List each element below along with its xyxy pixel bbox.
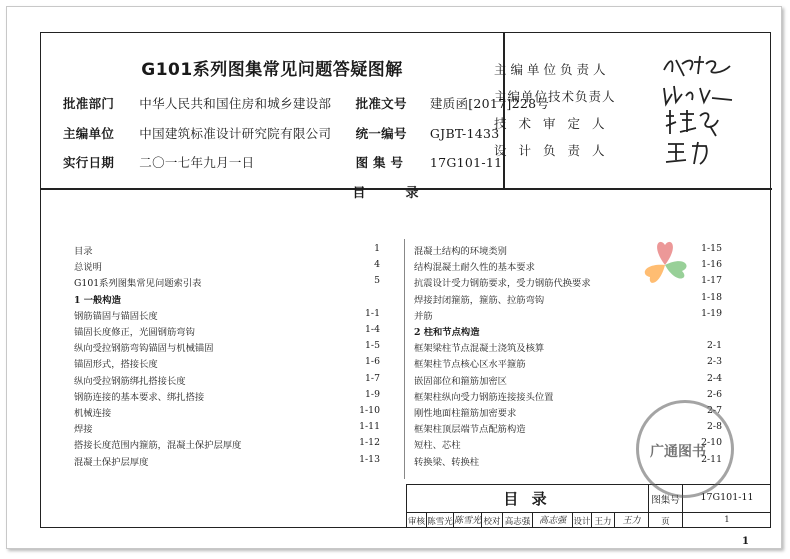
toc-entry[interactable] <box>414 356 722 370</box>
toc-entry-title: 刚性地面柱箍筋加密要求 <box>414 408 517 419</box>
toc-entry-title: 焊接 <box>74 424 93 436</box>
signatory-role: 设计负责人 <box>494 143 617 158</box>
toc-entry-page: 1-19 <box>701 307 722 319</box>
watermark-logo-icon <box>630 235 700 295</box>
toc-entry-title: 锚固形式，搭接长度 <box>74 359 158 371</box>
toc-entry-title: 纵向受拉钢筋弯钩锚固与机械锚固 <box>74 343 214 355</box>
info-label: 图 集 号 <box>355 155 404 170</box>
editor-row <box>63 124 500 142</box>
toc-entry-page: 2-6 <box>707 388 722 400</box>
signature-4 <box>664 138 724 168</box>
toc-section-heading[interactable] <box>414 324 722 338</box>
page-label: 页 <box>661 517 670 527</box>
title-block-name: 目 录 <box>503 490 551 508</box>
toc-entry[interactable] <box>414 340 722 354</box>
toc-entry-title: 纵向受拉钢筋绑扎搭接长度 <box>74 375 186 387</box>
toc-entry-page: 1-1 <box>365 307 380 319</box>
toc-entry[interactable] <box>74 275 380 289</box>
designer-name: 王力 <box>594 517 612 527</box>
info-value: 中华人民共和国住房和城乡建设部 <box>139 96 332 111</box>
signatory-role: 主编单位技术负责人 <box>494 89 616 104</box>
toc-heading: 目录 <box>352 186 459 201</box>
toc-entry[interactable] <box>74 437 380 451</box>
info-value: 17G101-11 <box>429 155 503 170</box>
check-label: 校对 <box>483 517 501 527</box>
toc-entry-title: 总说明 <box>74 262 102 274</box>
toc-entry-title: 框架柱节点核心区水平箍筋 <box>414 359 526 371</box>
toc-entry[interactable] <box>74 243 380 257</box>
toc-entry-page: 1-6 <box>365 356 380 368</box>
toc-entry-page: 4 <box>374 259 380 271</box>
toc-entry[interactable] <box>74 454 380 468</box>
review-label: 审核 <box>407 517 425 527</box>
info-label: 批准部门 <box>63 96 115 111</box>
toc-entry-page: 1-17 <box>701 275 722 287</box>
toc-entry-title: 搭接长度范围内箍筋，混凝土保护层厚度 <box>74 440 242 452</box>
toc-column-divider <box>404 239 405 479</box>
toc-entry[interactable] <box>74 356 380 370</box>
toc-entry-title: 抗震设计受力钢筋要求，受力钢筋代换要求 <box>414 278 591 290</box>
toc-entry-title: 框架柱纵向受力钢筋连接接头位置 <box>414 391 554 403</box>
design-label: 设计 <box>573 517 591 527</box>
page-value: 1 <box>724 515 730 525</box>
watermark-text: 广通图书 <box>650 444 706 460</box>
reviewer-signature: 陈雪光 <box>454 516 482 526</box>
toc-entry-page: 1-11 <box>359 421 380 433</box>
atlas-no-value: 17G101-11 <box>700 492 754 503</box>
toc-entry-page: 2-3 <box>707 356 722 368</box>
signature-3 <box>660 106 740 138</box>
toc-entry[interactable] <box>74 405 380 419</box>
toc-entry-page: 1-5 <box>365 340 380 352</box>
info-value: GJBT-1433 <box>429 126 500 141</box>
toc-entry-title: 转换梁、转换柱 <box>414 456 480 468</box>
toc-entry-page: 5 <box>374 275 380 287</box>
toc-entry-page: 1-12 <box>359 437 380 449</box>
toc-entry-page: 2-8 <box>707 421 722 433</box>
designer-signature: 王力 <box>622 516 641 526</box>
toc-entry-title: 2 柱和节点构造 <box>414 327 480 338</box>
date-row <box>63 153 502 171</box>
toc-entry[interactable] <box>414 308 722 322</box>
checker-signature: 高志强 <box>538 516 566 526</box>
sheet-page-number: 1 <box>742 536 749 547</box>
toc-entry-title: 锚固长度修正，光圆钢筋弯钩 <box>74 327 195 338</box>
signatory-role: 技术审定人 <box>494 116 617 131</box>
toc-entry-title: 钢筋锚固与锚固长度 <box>74 310 158 322</box>
info-label: 实行日期 <box>63 155 115 170</box>
toc-entry-title: 框架柱顶层端节点配筋构造 <box>414 424 526 436</box>
info-value: 中国建筑标准设计研究院有限公司 <box>139 126 332 141</box>
toc-entry[interactable] <box>74 259 380 273</box>
toc-entry-page: 1-16 <box>701 259 722 271</box>
toc-entry-title: 1 一般构造 <box>74 294 121 306</box>
info-value: 建质函[2017]228号 <box>429 96 550 111</box>
toc-entry-title: 框架梁柱节点混凝土浇筑及核算 <box>414 343 545 355</box>
toc-entry-page: 2-4 <box>707 372 722 384</box>
signature-1 <box>660 52 740 82</box>
info-label: 主编单位 <box>63 126 115 141</box>
toc-entry-title: 短柱、芯柱 <box>414 440 461 452</box>
toc-entry-title: 混凝土结构的环境类别 <box>414 246 507 257</box>
toc-entry[interactable] <box>74 389 380 403</box>
toc-entry-title: 结构混凝土耐久性的基本要求 <box>414 262 535 274</box>
info-label: 统一编号 <box>355 126 407 141</box>
toc-entry-page: 1-9 <box>365 388 380 400</box>
toc-entry-title: 混凝土保护层厚度 <box>74 456 149 468</box>
toc-entry-page: 1-15 <box>701 243 722 254</box>
toc-entry-title: 焊接封闭箍筋，箍筋、拉筋弯钩 <box>414 294 545 306</box>
toc-entry-page: 1 <box>374 243 380 254</box>
toc-entry-title: 并筋 <box>414 310 433 322</box>
toc-section-heading[interactable] <box>74 292 380 306</box>
toc-entry-title: 钢筋连接的基本要求、绑扎搭接 <box>74 391 205 403</box>
toc-entry[interactable] <box>414 373 722 387</box>
toc-entry-page: 2-1 <box>707 340 722 352</box>
signatory-role: 主编单位负责人 <box>494 62 610 77</box>
info-value: 二〇一七年九月一日 <box>139 155 255 170</box>
atlas-title: G101系列图集常见问题答疑图解 <box>141 60 403 80</box>
atlas-no-label: 图集号 <box>651 495 680 506</box>
toc-entry-title: 目录 <box>74 246 93 257</box>
toc-entry[interactable] <box>74 324 380 338</box>
info-label: 批准文号 <box>355 96 407 111</box>
toc-entry-title: 机械连接 <box>74 408 112 419</box>
toc-entry[interactable] <box>74 340 380 354</box>
toc-entry-page: 2-10 <box>701 437 722 449</box>
toc-entry-page: 2-7 <box>707 405 722 416</box>
toc-entry[interactable] <box>74 421 380 435</box>
toc-entry-title: G101系列图集常见问题索引表 <box>74 278 202 290</box>
approval-row <box>63 94 549 112</box>
reviewer-name: 陈雪光 <box>427 517 453 527</box>
toc-entry-page: 1-13 <box>359 453 380 465</box>
toc-entry-title: 嵌固部位和箍筋加密区 <box>414 375 507 387</box>
toc-entry-page: 2-11 <box>701 453 722 465</box>
toc-entry[interactable] <box>74 373 380 387</box>
toc-entry-page: 1-18 <box>701 291 722 303</box>
toc-entry-page: 1-7 <box>365 372 380 384</box>
toc-entry[interactable] <box>74 308 380 322</box>
toc-entry-page: 1-10 <box>359 405 380 416</box>
toc-entry-page: 1-4 <box>365 324 380 335</box>
checker-name: 高志强 <box>504 517 531 527</box>
